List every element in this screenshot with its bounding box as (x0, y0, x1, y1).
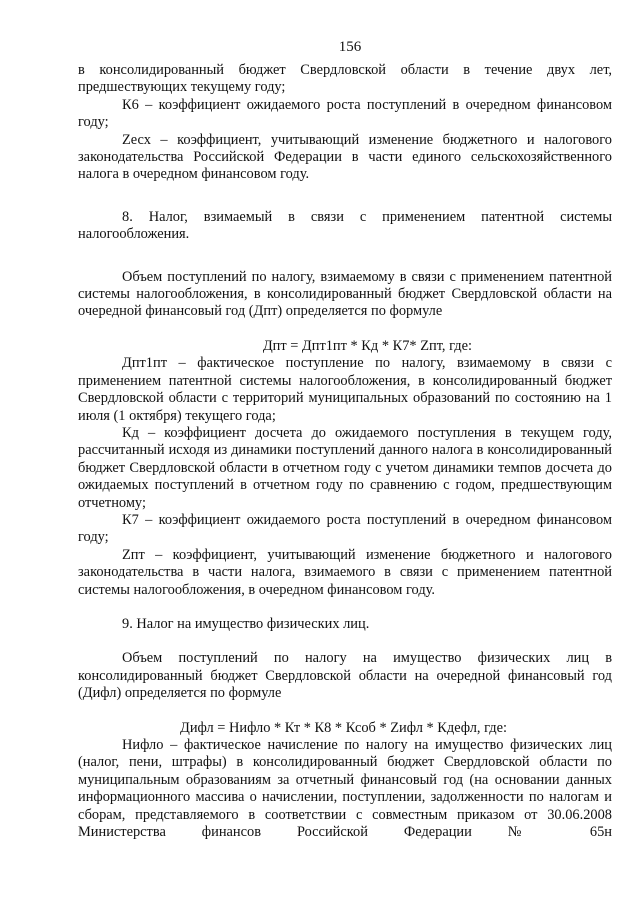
paragraph-difl-intro: Объем поступлений по налогу на имущество физических лиц в консолидированный бюджет Свердловской области на очередной финансовый год (Дифл) определяется по формуле (78, 650, 612, 702)
section-heading-8: 8. Налог, взимаемый в связи с применением патентной системы налогообложения. (78, 208, 612, 243)
formula-difl: Дифл = Нифло * Кт * К8 * Ксоб * Zифл * Кдефл, где: (180, 719, 507, 736)
formula-dpt: Дпт = Дпт1пт * Кд * К7* Zпт, где: (262, 337, 472, 354)
spacer (78, 599, 612, 616)
spacer (78, 321, 612, 338)
section-heading-9: 9. Налог на имущество физических лиц. (122, 615, 370, 632)
spacer (78, 261, 612, 269)
paragraph-dpt1pt-definition: Дпт1пт – фактическое поступление по налогу, взимаемому в связи с применением патентной системы налогообложения, в консолидированный бюджет Свердловской области с территорий муниципальных образований по состоянию на 1 июля (1 октября) текущего года; (78, 355, 612, 424)
paragraph-dpt-intro: Объем поступлений по налогу, взимаемому в связи с применением патентной системы налогообложения, в консолидированный бюджет Свердловской области на очередной финансовый год (Дпт) определяется по формуле (78, 268, 612, 320)
paragraph-niflo-definition: Нифло – фактическое начисление по налогу на имущество физических лиц (налог, пени, штрафы) в консолидированный бюджет Свердловской области по муниципальным образованиям за отчетный финансовый год (на основании данных информационного массива о начислении, поступлении, задолженности по налогам и сборам, представляемого в соответствии с совместным приказом от 30.06.2008 Министерства финансов Российской Федерации № 65н (78, 737, 612, 841)
paragraph-continuation: в консолидированный бюджет Свердловской области в течение двух лет, предшествующих текущему году; (78, 62, 612, 96)
spacer (78, 201, 612, 209)
page-number: 156 (338, 39, 362, 55)
spacer (78, 633, 612, 650)
paragraph-kd-definition: Кд – коэффициент досчета до ожидаемого поступления в текущем году, рассчитанный исходя из динамики поступлений данного налога в консолидированный бюджет Свердловской области в отчетном году с учетом динамики темпов досчета до ожидаемых поступлений в отчетном году по сравнению с годом, предшествующим отчетному; (78, 424, 612, 511)
spacer (78, 703, 612, 720)
spacer (78, 184, 612, 201)
spacer (78, 244, 612, 261)
paragraph-k7-definition: К7 – коэффициент ожидаемого роста поступлений в очередном финансовом году; (78, 511, 612, 546)
paragraph-k6-definition: К6 – коэффициент ожидаемого роста поступлений в очередном финансовом году; (78, 96, 612, 131)
paragraph-zesx-definition: Zесх – коэффициент, учитывающий изменение бюджетного и налогового законодательства Российской Федерации в части единого сельскохозяйственного налога в очередном финансовом году. (78, 131, 612, 183)
paragraph-zpt-definition: Zпт – коэффициент, учитывающий изменение бюджетного и налогового законодательства в части налога, взимаемого в связи с применением патентной системы налогообложения, в очередном финансовом году. (78, 546, 612, 598)
